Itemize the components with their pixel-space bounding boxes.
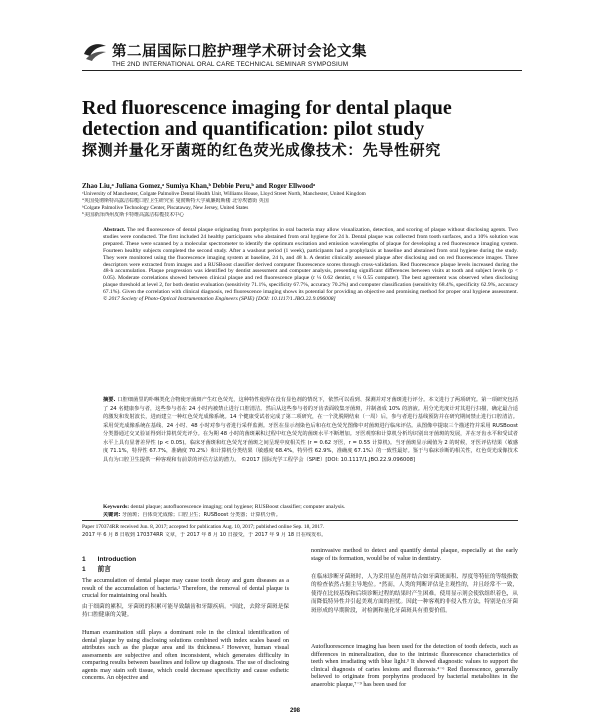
header-rule [82,70,522,71]
keywords-cn [103,512,518,519]
intro-number: 1 [82,556,86,563]
intro-left-paragraph-1-cn: 由于细菌的累积，牙菌斑的积累可能导致龋齿和牙龈疾病。¹因此，去除牙菌斑是保持口腔健康的关键。 [82,604,289,619]
affiliation-2-cn: ᵇ美国新泽西州皮斯卡特维高露洁棕榄技术中心 [82,212,185,218]
abstract-text: The red fluorescence of dental plaque originating from porphyrins in oral bacteria may allow visualization, detection, and scoring of plaque without disclosing agents. Two studies were conducted. The first included 24 healthy participants who abstained from oral hygiene for 24 h. Dental plaque was collected from tooth surfaces, and a 10% solution was prepared. These were scanned by a molecular spectrometer to identify the optimum excitation and emission wavelengths of plaque for developing a red fluorescence imaging system. Fourteen healthy subjects completed the second study. After a washout period (1 week), participants had a prophylaxis at baseline and abstained from oral hygiene during the study. They were monitored using the fluorescence imaging system at baseline, 24 h, and 48 h. A dentist clinically assessed plaque after disclosing and on red fluorescence images. Three descriptors were extracted from images and a RUSBoost classifier derived computer fluorescence scores through cross-validation. Red fluorescence plaque levels increased during the 48-h accumulation. Plaque progression was identified by dentist assessment and computer analysis, presenting significant differences between visits at tooth and subject levels (p < 0.05). Moderate correlations showed between clinical plaque and red fluorescence plaque (r ¼ 0.62 dentist, r ¼ 0.55 computer). The best agreement was observed when disclosing plaque threshold at level 2, for both dentist evaluation (sensitivity 71.1%, specificity 67.7%, accuracy 70.2%) and computer classification (sensitivity 68.4%, specificity 62.9%, accuracy 67.1%). Given the correlation with clinical diagnosis, red fluorescence imaging shows its potential for providing an objective and promising method for proper oral hygiene assessment. [103,227,518,296]
intro-left-paragraph-1: The accumulation of dental plaque may cause tooth decay and gum diseases as a result of the accumulation of bacteria.¹ Therefore, the removal of dental plaque is crucial for maintaining oral health. [82,578,289,599]
keywords-text: dental plaque; autofluorescence imaging; oral hygiene; RUSBoost classifier; computer analysis. [130,504,346,510]
paper-title-cn: 探测并量化牙菌斑的红色荧光成像技术：先导性研究 [82,141,441,159]
intro-right-paragraph-2: Autofluorescence imaging has been used for the detection of tooth defects, such as differences in mineralization, due to the intrinsic fluorescence characteristics of teeth when irradiating with blue light.³ It showed diagnostic values to support the clinical diagnosis of caries lesions and fluorosis.⁴⁻⁶ Red fluorescence, generally believed to originate from porphyrins produced by bacterial metabolites in the anaerobic plaque,⁷⁻⁹ has been used for [311,644,518,688]
keywords-label: Keywords: [103,504,130,510]
header-title-en: THE 2ND INTERNATIONAL ORAL CARE TECHNICAL SEMINAR SYMPOSIUM [112,61,349,68]
author-list: Zhao Liu,ᵃ Juliana Gomez,ᵃ Sumiya Khan,ᵇ Debbie Peru,ᵇ and Roger Ellwoodᵃ [82,182,316,190]
keywords-en [103,504,518,511]
received-note-cn: 2017 年 6 月 8 日收到 170374RR 文章，于 2017 年 8 月 10 日接受，于 2017 年 9 月 18 日在线发布。 [82,532,327,538]
intro-heading-cn-row [82,558,111,576]
abstract-en [103,227,518,303]
keywords-cn-label: 关键词: [103,512,121,518]
intro-heading-en: Introduction [97,556,137,563]
affiliation-2: ᵇColgate Palmolive Technology Center, Piscataway, New Jersey, United States [82,205,249,211]
abstract-copyright: © 2017 Society of Photo-Optical Instrumentation Engineers (SPIE) [DOI: 10.1117/1.JBO.22.9.096008] [103,296,336,303]
affiliation-1: ᵃUniversity of Manchester, Colgate Palmolive Dental Health Unit, Williams House, Lloyd Street North, Manchester, United Kingdom [82,191,366,197]
header-title-cn: 第二届国际口腔护理学术研讨会论文集 [112,44,367,60]
intro-left-paragraph-2: Human examination still plays a dominant role in the clinical identification of dental plaque by using disclosing solutions combined with index scales based on attributes such as the plaque area and its thickness.² However, human visual assessments are subjective and often inconsistent, which generates difficulty in comparing results between baselines and follow up diagnosis. The use of disclosing agents may stain soft tissue, which could decrease specificity and cause esthetic concerns. An objective and [82,630,289,681]
received-note: Paper 170374RR received Jun. 8, 2017; accepted for publication Aug. 10, 2017; published online Sep. 18, 2017. [82,524,325,530]
abstract-cn-text: 口腔细菌里的卟啉类化合物使牙菌斑产生红色荧光，这种特性使得在没有显色剂的情况下，依然可以看到、探测并对牙菌斑进行评分。本文进行了两项研究。第一项研究包括了 24 名健康参与者，这些参与者在 24 小时内被禁止进行口腔清洁。然后从这些参与者的牙齿表面收集牙菌斑，并制备成 10% 的溶液。用分光光度计对其进行扫描，确定最合适的激发和发射波长，进而建立一种红色荧光成像系统。14 个健康受试者完成了第二项研究，在一个洗脱期结束（一周）后，参与者进行基线预防并在研究期间禁止进行口腔清洁。采用荧光成像系统在基线、24 小时、48 小时对参与者进行采样监测。牙医在显示剂染色后和在红色荧光图像中对菌斑进行临床评估。从图像中提取三个描述符并采用 RUSBoost 分类器通过交叉验证得到计算机荧光评分。在为期 48 小时的菌斑累积过程中红色荧光的菌斑水平不断增加。牙医观察和计算机分析均识别出牙菌斑的发展，并在牙齿水平和受试者水平上具有显著差异性 (p < 0.05)。临床牙菌斑和红色荧光牙菌斑之间呈现中度相关性 (r = 0.62 牙医，r = 0.55 计算机)。当牙菌斑显示阈值为 2 的时候，牙医评估结果（敏感度 71.1%，特异性 67.7%，准确度 70.2%）和计算机分类结果（敏感度 68.4%，特异性 62.9%，准确度 67.1%）的一致性最好。鉴于与临床诊断的相关性，红色荧光成像技术具有为口腔卫生提供一种客观和有前景的评估方法的潜力。 [103,397,519,463]
symposium-logo-icon [82,40,108,62]
keywords-cn-text: 牙菌斑；自体荧光成像；口腔卫生；RUSBoost 分类器；计算机分析。 [121,512,281,518]
intro-right-paragraph-1-cn: 在临床诊断牙菌斑时，人为采用显色剂并结合如牙菌斑面积、厚度等特征的等级指数的检查依然占据主导地位。²然而，人类的判断评估是主观性的，并且经常不一致，使得在比较基线和后续诊断过程的结果时产生困难。使用显示剂会使软组织着色，从而降低特异性并引起美观方面的担忧。因此一种客观的非侵入性方法，特别是在牙菌斑形成的早期阶段，对检测和量化牙菌斑具有重要价值。 [311,574,518,614]
abstract-cn-label: 摘要. [103,397,116,403]
abstract-label: Abstract. [103,227,126,233]
affiliation-1-cn: ᵃ英国曼彻斯特高露洁棕榄口腔卫生研究室 曼彻斯特大学威廉姆斯楼 北劳埃德街 英国 [82,198,269,204]
intro-heading-cn: 前言 [97,565,111,573]
page-number: 298 [290,708,301,714]
abstract-cn [103,396,518,464]
intro-right-paragraph-1: noninvasive method to detect and quantify dental plaque, especially at the early stage of its formation, would be of value in dentistry. [311,548,518,562]
paper-title-en: Red fluorescence imaging for dental plaque detection and quantification: pilot study [82,97,452,140]
intro-number-cn: 1 [82,566,86,573]
abstract-cn-copyright: ©2017 国际光学工程学会（SPIE）[DOI: 10.1117/1.JBO.22.9.096008] [241,456,416,463]
section-divider [82,520,518,521]
